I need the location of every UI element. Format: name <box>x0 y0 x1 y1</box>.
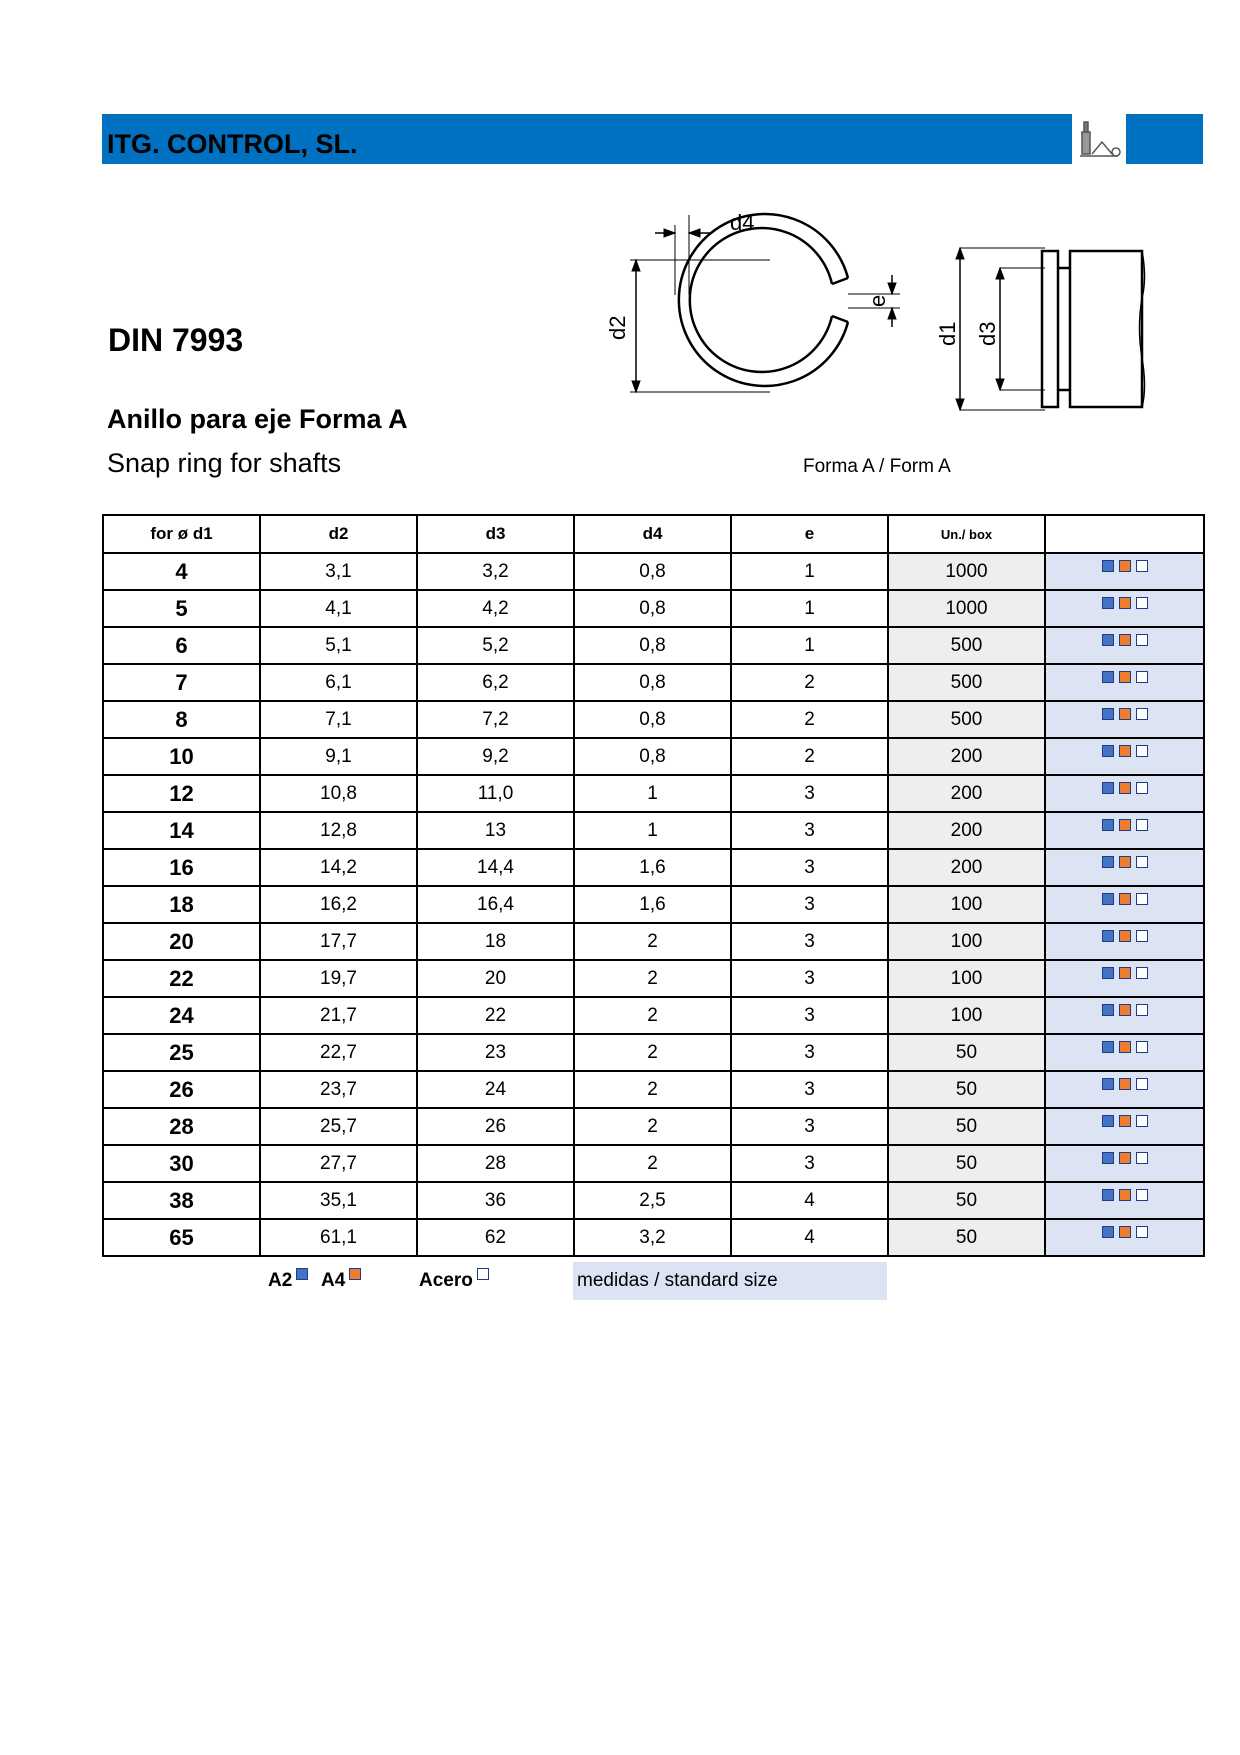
material-swatches <box>1102 819 1148 831</box>
cell-d3: 62 <box>417 1219 574 1256</box>
material-swatches <box>1102 708 1148 720</box>
acero-swatch-icon <box>1136 967 1148 979</box>
cell-box: 50 <box>888 1145 1045 1182</box>
a2-swatch-icon <box>1102 782 1114 794</box>
acero-swatch-icon <box>1136 893 1148 905</box>
a2-swatch-icon <box>1102 819 1114 831</box>
cell-d1: 8 <box>103 701 260 738</box>
cell-material <box>1045 627 1204 664</box>
cell-material <box>1045 1071 1204 1108</box>
a2-swatch-icon <box>1102 671 1114 683</box>
a4-swatch-icon <box>349 1268 361 1280</box>
a4-swatch-icon <box>1119 893 1131 905</box>
label-d1: d1 <box>935 321 960 346</box>
col-header-d4: d4 <box>574 515 731 553</box>
legend-acero-label: Acero <box>419 1270 473 1291</box>
cell-box: 500 <box>888 627 1045 664</box>
table-row <box>103 812 1204 849</box>
cell-d3: 36 <box>417 1182 574 1219</box>
table-row <box>103 1108 1204 1145</box>
a2-swatch-icon <box>1102 1189 1114 1201</box>
cell-d3: 16,4 <box>417 886 574 923</box>
a4-swatch-icon <box>1119 1078 1131 1090</box>
material-swatches <box>1102 856 1148 868</box>
material-swatches <box>1102 745 1148 757</box>
a2-swatch-icon <box>1102 1041 1114 1053</box>
cell-box: 50 <box>888 1034 1045 1071</box>
cell-d1: 14 <box>103 812 260 849</box>
a4-swatch-icon <box>1119 1226 1131 1238</box>
a4-swatch-icon <box>1119 671 1131 683</box>
cell-d1: 38 <box>103 1182 260 1219</box>
cell-d1: 7 <box>103 664 260 701</box>
cell-d4: 2 <box>574 1108 731 1145</box>
cell-d4: 0,8 <box>574 738 731 775</box>
cell-d1: 28 <box>103 1108 260 1145</box>
cell-d4: 0,8 <box>574 627 731 664</box>
a2-swatch-icon <box>1102 1226 1114 1238</box>
table-row <box>103 590 1204 627</box>
spec-table <box>102 514 1205 1257</box>
material-swatches <box>1102 1152 1148 1164</box>
table-row <box>103 1071 1204 1108</box>
cell-material <box>1045 849 1204 886</box>
acero-swatch-icon <box>1136 1226 1148 1238</box>
cell-box: 500 <box>888 701 1045 738</box>
cell-material <box>1045 590 1204 627</box>
acero-swatch-icon <box>1136 1078 1148 1090</box>
cell-d4: 2 <box>574 1034 731 1071</box>
label-d4: d4 <box>730 210 755 235</box>
cell-d2: 6,1 <box>260 664 417 701</box>
cell-d2: 25,7 <box>260 1108 417 1145</box>
cell-d4: 2 <box>574 1145 731 1182</box>
cell-d4: 2 <box>574 1071 731 1108</box>
cell-d1: 6 <box>103 627 260 664</box>
cell-e: 3 <box>731 849 888 886</box>
cell-d3: 5,2 <box>417 627 574 664</box>
cell-e: 4 <box>731 1219 888 1256</box>
a2-swatch-icon <box>1102 745 1114 757</box>
cell-d2: 22,7 <box>260 1034 417 1071</box>
cell-d3: 24 <box>417 1071 574 1108</box>
cell-material <box>1045 775 1204 812</box>
cell-d2: 12,8 <box>260 812 417 849</box>
cell-material <box>1045 1219 1204 1256</box>
cell-d1: 5 <box>103 590 260 627</box>
a2-swatch-icon <box>1102 1115 1114 1127</box>
cell-material <box>1045 701 1204 738</box>
cell-d1: 20 <box>103 923 260 960</box>
cell-e: 3 <box>731 1034 888 1071</box>
form-label: Forma A / Form A <box>803 456 951 477</box>
a2-swatch-icon <box>1102 930 1114 942</box>
a2-swatch-icon <box>1102 856 1114 868</box>
cell-d2: 14,2 <box>260 849 417 886</box>
cell-d2: 5,1 <box>260 627 417 664</box>
col-header-e: e <box>731 515 888 553</box>
material-swatches <box>1102 671 1148 683</box>
acero-swatch-icon <box>1136 745 1148 757</box>
a4-swatch-icon <box>1119 745 1131 757</box>
cell-e: 3 <box>731 812 888 849</box>
a2-swatch-icon <box>1102 597 1114 609</box>
table-header-row <box>103 515 1204 553</box>
cell-material <box>1045 997 1204 1034</box>
cell-d3: 23 <box>417 1034 574 1071</box>
cell-d4: 1,6 <box>574 886 731 923</box>
table-row <box>103 886 1204 923</box>
cell-d4: 0,8 <box>574 590 731 627</box>
acero-swatch-icon <box>1136 782 1148 794</box>
cell-d2: 35,1 <box>260 1182 417 1219</box>
a2-swatch-icon <box>1102 893 1114 905</box>
table-row <box>103 701 1204 738</box>
cell-d2: 9,1 <box>260 738 417 775</box>
cell-box: 100 <box>888 886 1045 923</box>
cell-d4: 3,2 <box>574 1219 731 1256</box>
header-bar <box>102 114 1203 164</box>
table-row <box>103 775 1204 812</box>
acero-swatch-icon <box>1136 819 1148 831</box>
cell-d1: 22 <box>103 960 260 997</box>
product-title-en: Snap ring for shafts <box>107 448 342 478</box>
cell-d3: 13 <box>417 812 574 849</box>
label-d2: d2 <box>605 315 630 340</box>
cell-d3: 4,2 <box>417 590 574 627</box>
cell-d1: 16 <box>103 849 260 886</box>
col-header-material <box>1045 515 1204 553</box>
material-swatches <box>1102 782 1148 794</box>
cell-d3: 26 <box>417 1108 574 1145</box>
cell-d2: 17,7 <box>260 923 417 960</box>
acero-swatch-icon <box>1136 1189 1148 1201</box>
cell-box: 50 <box>888 1219 1045 1256</box>
material-swatches <box>1102 597 1148 609</box>
ring-diagram <box>600 205 910 420</box>
a2-swatch-icon <box>1102 1004 1114 1016</box>
cell-d1: 4 <box>103 553 260 590</box>
cell-d4: 1,6 <box>574 849 731 886</box>
cell-d2: 61,1 <box>260 1219 417 1256</box>
col-header-d3: d3 <box>417 515 574 553</box>
cell-d1: 24 <box>103 997 260 1034</box>
acero-swatch-icon <box>1136 856 1148 868</box>
cell-material <box>1045 886 1204 923</box>
cell-box: 100 <box>888 997 1045 1034</box>
legend-a4 <box>321 1264 361 1298</box>
cell-box: 200 <box>888 775 1045 812</box>
cell-e: 3 <box>731 923 888 960</box>
cell-d3: 7,2 <box>417 701 574 738</box>
col-header-d2: d2 <box>260 515 417 553</box>
cell-d1: 12 <box>103 775 260 812</box>
shaft-diagram <box>925 238 1160 413</box>
a2-swatch-icon <box>1102 560 1114 572</box>
cell-d1: 10 <box>103 738 260 775</box>
material-swatches <box>1102 967 1148 979</box>
cell-box: 100 <box>888 960 1045 997</box>
a4-swatch-icon <box>1119 634 1131 646</box>
cell-e: 3 <box>731 960 888 997</box>
a2-swatch-icon <box>1102 708 1114 720</box>
cell-material <box>1045 960 1204 997</box>
cell-box: 500 <box>888 664 1045 701</box>
cell-d4: 2,5 <box>574 1182 731 1219</box>
cell-d3: 20 <box>417 960 574 997</box>
a4-swatch-icon <box>1119 856 1131 868</box>
a4-swatch-icon <box>1119 782 1131 794</box>
acero-swatch-icon <box>1136 1004 1148 1016</box>
legend-a2-label: A2 <box>268 1270 293 1291</box>
table-row <box>103 1034 1204 1071</box>
table-row <box>103 923 1204 960</box>
legend-acero <box>419 1264 489 1298</box>
a4-swatch-icon <box>1119 1115 1131 1127</box>
table-row <box>103 627 1204 664</box>
cell-box: 200 <box>888 849 1045 886</box>
a2-swatch-icon <box>296 1268 308 1280</box>
cell-d2: 23,7 <box>260 1071 417 1108</box>
acero-swatch-icon <box>1136 560 1148 572</box>
cell-d2: 4,1 <box>260 590 417 627</box>
cell-d3: 9,2 <box>417 738 574 775</box>
label-d3: d3 <box>975 321 1000 346</box>
material-swatches <box>1102 1004 1148 1016</box>
material-swatches <box>1102 1189 1148 1201</box>
cell-material <box>1045 1034 1204 1071</box>
cell-box: 50 <box>888 1182 1045 1219</box>
cell-e: 1 <box>731 590 888 627</box>
table-row <box>103 664 1204 701</box>
cell-d1: 65 <box>103 1219 260 1256</box>
acero-swatch-icon <box>1136 671 1148 683</box>
cell-d2: 16,2 <box>260 886 417 923</box>
material-swatches <box>1102 1226 1148 1238</box>
a4-swatch-icon <box>1119 597 1131 609</box>
cell-d4: 0,8 <box>574 664 731 701</box>
company-logo <box>1072 114 1126 164</box>
a4-swatch-icon <box>1119 708 1131 720</box>
cell-e: 3 <box>731 1071 888 1108</box>
col-header-d1: for ø d1 <box>103 515 260 553</box>
material-swatches <box>1102 893 1148 905</box>
cell-box: 200 <box>888 738 1045 775</box>
cell-d4: 0,8 <box>574 553 731 590</box>
a4-swatch-icon <box>1119 1189 1131 1201</box>
table-row <box>103 738 1204 775</box>
cell-d4: 1 <box>574 775 731 812</box>
cell-d1: 25 <box>103 1034 260 1071</box>
material-swatches <box>1102 1078 1148 1090</box>
cell-e: 3 <box>731 1108 888 1145</box>
cell-e: 2 <box>731 738 888 775</box>
acero-swatch-icon <box>1136 634 1148 646</box>
a2-swatch-icon <box>1102 1078 1114 1090</box>
cell-d2: 21,7 <box>260 997 417 1034</box>
a2-swatch-icon <box>1102 967 1114 979</box>
table-row <box>103 1219 1204 1256</box>
material-swatches <box>1102 930 1148 942</box>
table-row <box>103 960 1204 997</box>
cell-material <box>1045 1108 1204 1145</box>
acero-swatch-icon <box>1136 1041 1148 1053</box>
cell-d2: 7,1 <box>260 701 417 738</box>
acero-swatch-icon <box>1136 597 1148 609</box>
cell-d3: 18 <box>417 923 574 960</box>
acero-swatch-icon <box>477 1268 489 1280</box>
cell-material <box>1045 664 1204 701</box>
table-row <box>103 997 1204 1034</box>
acero-swatch-icon <box>1136 1115 1148 1127</box>
material-swatches <box>1102 634 1148 646</box>
col-header-units-box: Un./ box <box>888 515 1045 553</box>
standard-title: DIN 7993 <box>108 322 244 358</box>
cell-d4: 2 <box>574 997 731 1034</box>
cell-d1: 18 <box>103 886 260 923</box>
label-e: e <box>865 294 890 307</box>
a2-swatch-icon <box>1102 634 1114 646</box>
a4-swatch-icon <box>1119 560 1131 572</box>
cell-box: 50 <box>888 1071 1045 1108</box>
company-name: ITG. CONTROL, SL. <box>107 129 358 159</box>
standard-size-note: medidas / standard size <box>573 1262 887 1300</box>
a4-swatch-icon <box>1119 967 1131 979</box>
table-row <box>103 553 1204 590</box>
cell-d4: 0,8 <box>574 701 731 738</box>
cell-e: 3 <box>731 997 888 1034</box>
cell-d4: 1 <box>574 812 731 849</box>
table-row <box>103 1182 1204 1219</box>
a4-swatch-icon <box>1119 1152 1131 1164</box>
cell-material <box>1045 1182 1204 1219</box>
cell-d3: 3,2 <box>417 553 574 590</box>
cell-box: 1000 <box>888 553 1045 590</box>
cell-d2: 27,7 <box>260 1145 417 1182</box>
material-swatches <box>1102 560 1148 572</box>
cell-d3: 28 <box>417 1145 574 1182</box>
cell-d3: 14,4 <box>417 849 574 886</box>
cell-d1: 30 <box>103 1145 260 1182</box>
cell-material <box>1045 812 1204 849</box>
cell-d1: 26 <box>103 1071 260 1108</box>
a4-swatch-icon <box>1119 1041 1131 1053</box>
cell-material <box>1045 553 1204 590</box>
legend-a4-label: A4 <box>321 1270 346 1291</box>
acero-swatch-icon <box>1136 708 1148 720</box>
cell-e: 3 <box>731 1145 888 1182</box>
acero-swatch-icon <box>1136 1152 1148 1164</box>
cell-material <box>1045 738 1204 775</box>
cell-box: 1000 <box>888 590 1045 627</box>
table-row <box>103 849 1204 886</box>
table-row <box>103 1145 1204 1182</box>
cell-d2: 19,7 <box>260 960 417 997</box>
acero-swatch-icon <box>1136 930 1148 942</box>
cell-d3: 22 <box>417 997 574 1034</box>
cell-box: 50 <box>888 1108 1045 1145</box>
cell-e: 3 <box>731 886 888 923</box>
legend-a2 <box>268 1264 308 1298</box>
a4-swatch-icon <box>1119 819 1131 831</box>
a4-swatch-icon <box>1119 1004 1131 1016</box>
cell-e: 2 <box>731 701 888 738</box>
a2-swatch-icon <box>1102 1152 1114 1164</box>
cell-d4: 2 <box>574 923 731 960</box>
cell-box: 100 <box>888 923 1045 960</box>
cell-e: 1 <box>731 627 888 664</box>
cell-e: 1 <box>731 553 888 590</box>
cell-box: 200 <box>888 812 1045 849</box>
cell-d3: 6,2 <box>417 664 574 701</box>
a4-swatch-icon <box>1119 930 1131 942</box>
cell-e: 2 <box>731 664 888 701</box>
cell-d2: 10,8 <box>260 775 417 812</box>
cell-material <box>1045 1145 1204 1182</box>
cell-d3: 11,0 <box>417 775 574 812</box>
cell-e: 4 <box>731 1182 888 1219</box>
material-swatches <box>1102 1115 1148 1127</box>
material-swatches <box>1102 1041 1148 1053</box>
product-title-es: Anillo para eje Forma A <box>107 404 408 434</box>
cell-e: 3 <box>731 775 888 812</box>
cell-d4: 2 <box>574 960 731 997</box>
cell-d2: 3,1 <box>260 553 417 590</box>
cell-material <box>1045 923 1204 960</box>
